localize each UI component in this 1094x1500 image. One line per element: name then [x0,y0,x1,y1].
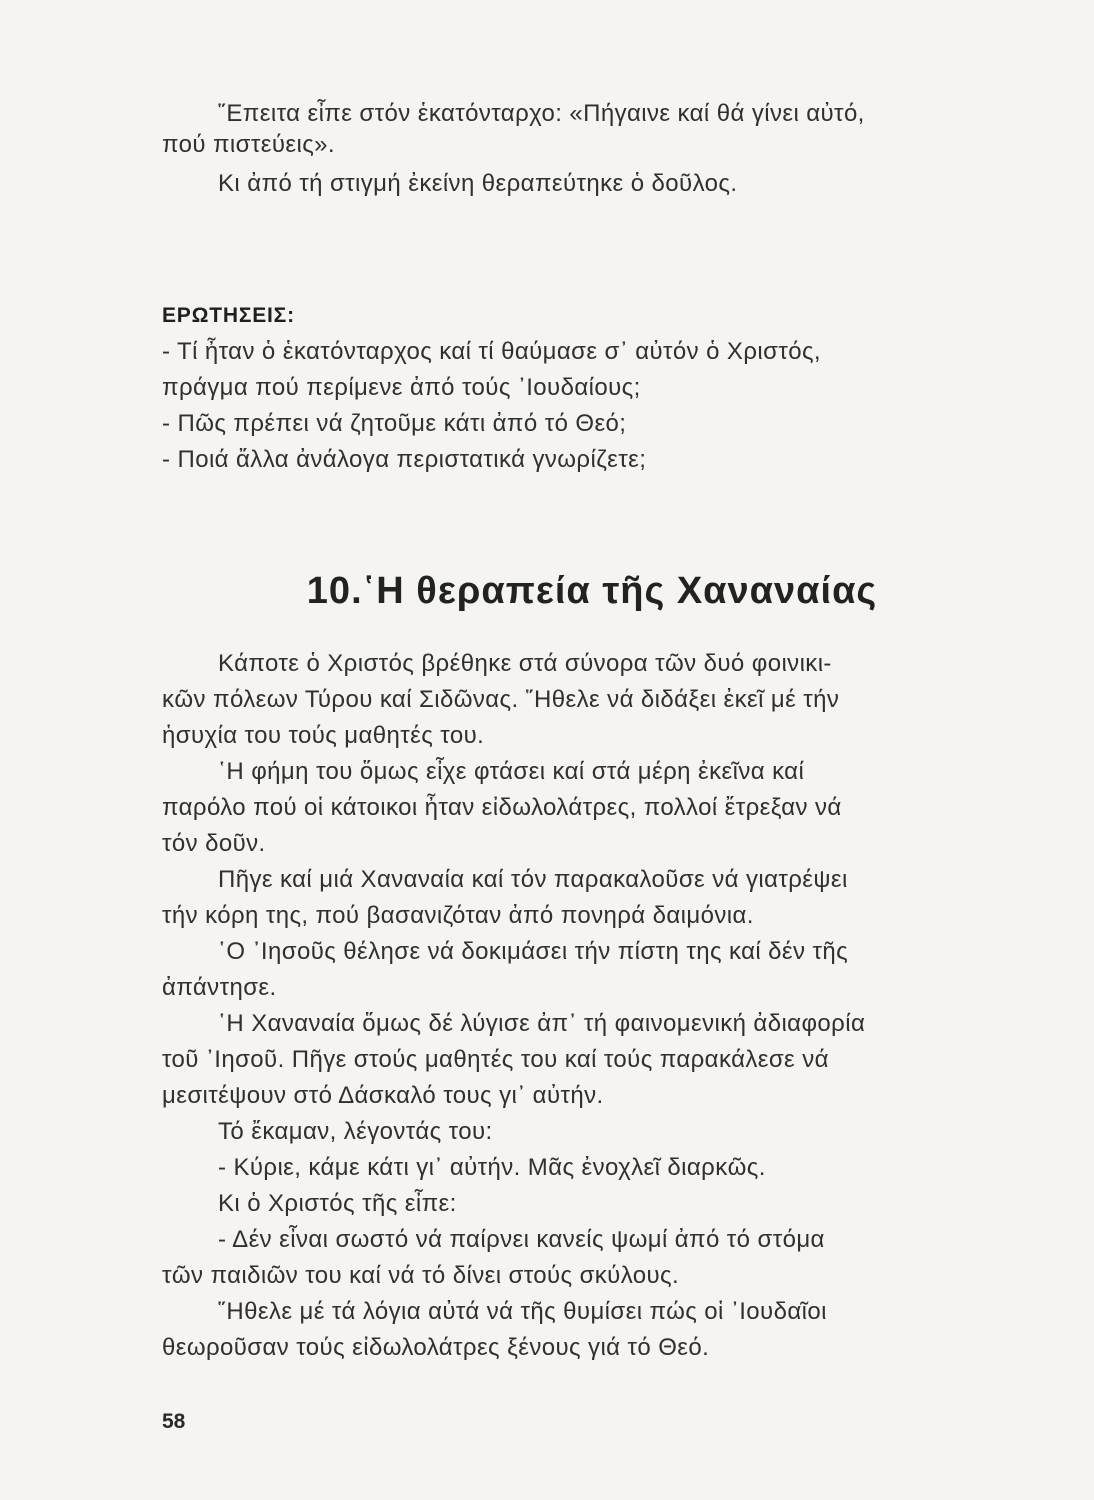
text-line: πού πιστεύεις». [162,131,335,158]
body-line: Τό ἔκαμαν, λέγοντάς του: [218,1118,493,1145]
question-line: - Τί ἦταν ὁ ἑκατόνταρχος καί τί θαύμασε σ᾽ αὐτόν ὁ Χριστός, [162,338,821,365]
question-line: πράγμα πού περίμενε ἀπό τούς ᾽Ιουδαίους; [162,374,641,401]
body-line: τοῦ ᾽Ιησοῦ. Πῆγε στούς μαθητές του καί τούς παρακάλεσε νά [162,1046,829,1073]
chapter-body [162,648,992,1363]
body-line: Κάποτε ὁ Χριστός βρέθηκε στά σύνορα τῶν δυό φοινικι- [218,650,832,677]
questions-section [162,300,992,475]
page-number: 58 [162,1410,186,1433]
body-line: ἡσυχία του τούς μαθητές του. [162,722,485,749]
body-line: ἀπάντησε. [162,974,277,1001]
body-line: Πῆγε καί μιά Χαναναία καί τόν παρακαλοῦσε νά γιατρέψει [218,866,848,893]
body-line: ῞Ηθελε μέ τά λόγια αὐτά νά τῆς θυμίσει πώς οἱ ᾽Ιουδαῖοι [218,1298,827,1325]
question-line: - Ποιά ἄλλα ἀνάλογα περιστατικά γνωρίζετε; [162,446,647,473]
body-line: μεσιτέψουν στό Δάσκαλό τους γι᾽ αὐτήν. [162,1082,604,1109]
questions-heading: ΕΡΩΤΗΣΕΙΣ: [162,304,295,327]
body-line: ῾Η φήμη του ὅμως εἶχε φτάσει καί στά μέρη ἐκεῖνα καί [218,758,805,785]
body-line: Κι ὁ Χριστός τῆς εἶπε: [218,1190,457,1217]
body-line: τόν δοῦν. [162,830,266,857]
body-line: - Δέν εἶναι σωστό νά παίρνει κανείς ψωμί ἀπό τό στόμα [218,1226,825,1253]
body-line: τήν κόρη της, πού βασανιζόταν ἀπό πονηρά δαιμόνια. [162,902,754,929]
body-line: ῾Η Χαναναία ὅμως δέ λύγισε ἀπ᾽ τή φαινομενική ἀδιαφορία [218,1010,866,1037]
body-line: ῾Ο ᾽Ιησοῦς θέλησε νά δοκιμάσει τήν πίστη της καί δέν τῆς [218,938,849,965]
chapter-title: 10.῾Η θεραπεία τῆς Χαναναίας [306,570,878,612]
text-line: ῞Επειτα εἶπε στόν ἑκατόνταρχο: «Πήγαινε καί θά γίνει αὐτό, [218,100,865,127]
body-line: θεωροῦσαν τούς εἰδωλολάτρες ξένους γιά τό Θεό. [162,1334,710,1361]
top-passage [162,98,992,199]
question-line: - Πῶς πρέπει νά ζητοῦμε κάτι ἀπό τό Θεό; [162,410,627,437]
body-line: κῶν πόλεων Τύρου καί Σιδῶνας. ῞Ηθελε νά διδάξει ἐκεῖ μέ τήν [162,686,840,713]
body-line: - Κύριε, κάμε κάτι γι᾽ αὐτήν. Μᾶς ἐνοχλεῖ διαρκῶς. [218,1154,766,1181]
body-line: τῶν παιδιῶν του καί νά τό δίνει στούς σκύλους. [162,1262,680,1289]
body-line: παρόλο πού οἱ κάτοικοι ἦταν εἰδωλολάτρες, πολλοί ἔτρεξαν νά [162,794,842,821]
text-line: Κι ἀπό τή στιγμή ἐκείνη θεραπεύτηκε ὁ δοῦλος. [218,170,738,197]
